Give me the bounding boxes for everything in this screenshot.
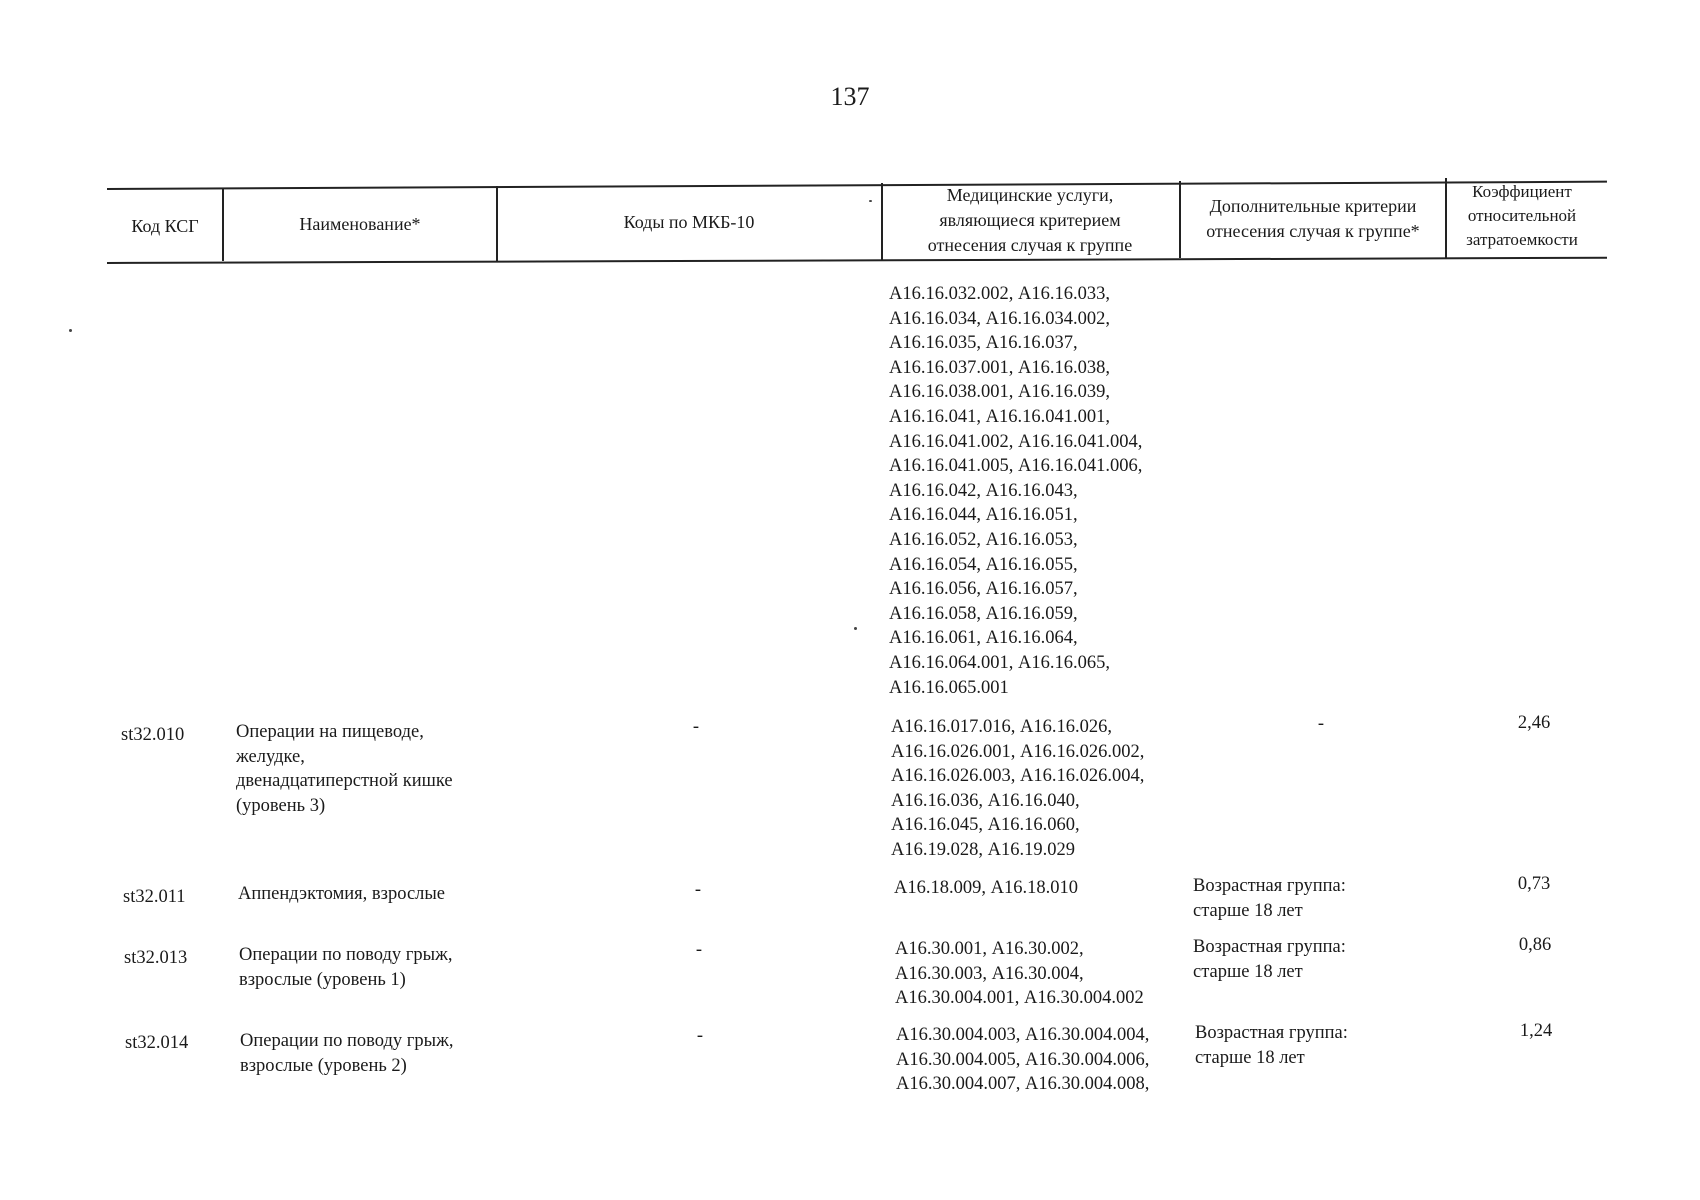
header-divider (496, 186, 498, 261)
row-services: А16.16.017.016, А16.16.026, А16.16.026.001, А16.16.026.002, А16.16.026.003, А16.16.026.004, А16.16.036, А16.16.040, А16.16.045, А16.16.060, А16.19.028, А16.19.029 (891, 717, 1145, 860)
row-name: Операции по поводу грыж, взрослые (уровень 2) (240, 1031, 454, 1076)
row-icd: - (695, 940, 703, 960)
header-icd: Коды по МКБ-10 (623, 211, 755, 232)
header-name: Наименование* (299, 213, 421, 234)
row-name: Операции на пищеводе, желудке, двенадцатиперстной кишке (уровень 3) (236, 722, 453, 816)
row-criteria: Возрастная группа: старше 18 лет (1193, 876, 1346, 921)
scan-speck (854, 627, 857, 630)
row-code: st32.011 (123, 887, 186, 907)
row-code: st32.010 (121, 725, 185, 745)
row-coef: 2,46 (1517, 713, 1551, 733)
row-criteria: Возрастная группа: старше 18 лет (1193, 937, 1346, 982)
row-criteria: - (1317, 714, 1325, 734)
row-code: st32.014 (125, 1033, 189, 1053)
row-coef: 0,73 (1517, 874, 1551, 894)
row-coef: 1,24 (1519, 1021, 1553, 1041)
row-icd: - (694, 880, 702, 900)
row-icd: - (696, 1026, 704, 1046)
scan-speck (869, 200, 872, 202)
row-criteria: Возрастная группа: старше 18 лет (1195, 1023, 1348, 1068)
row-services: А16.30.001, А16.30.002, А16.30.003, А16.30.004, А16.30.004.001, А16.30.004.002 (895, 939, 1144, 1009)
header-divider (222, 188, 224, 261)
header-coef: Коэффициент относительной затратоемкости (1466, 182, 1578, 249)
header-divider (1179, 181, 1181, 258)
row-name: Аппендэктомия, взрослые (238, 884, 446, 904)
continuation-services: А16.16.032.002, А16.16.033, А16.16.034, А16.16.034.002, А16.16.035, А16.16.037, А16.16.037.001, А16.16.038, А16.16.038.001, А16.16.039, А16.16.041, А16.16.041.001, А16.16.041.002, А16.16.041.004, А16.16.041.005, А16.16.041.006, А16.16.042, А16.16.043, А16.16.044, А16.16.051, А16.16.052, А16.16.053, А16.16.054, А16.16.055, А16.16.056, А16.16.057, А16.16.058, А16.16.059, А16.16.061, А16.16.064, А16.16.064.001, А16.16.065, А16.16.065.001 (889, 284, 1143, 698)
header-criteria: Дополнительные критерии отнесения случая к группе* (1206, 196, 1420, 241)
row-coef: 0,86 (1518, 935, 1552, 955)
header-divider (881, 183, 883, 260)
row-services: А16.30.004.003, А16.30.004.004, А16.30.004.005, А16.30.004.006, А16.30.004.007, А16.30.004.008, (896, 1025, 1150, 1095)
header-code: Код КСГ (131, 215, 199, 236)
page-number: 137 (830, 82, 870, 111)
scan-speck (69, 329, 72, 332)
row-services: А16.18.009, А16.18.010 (894, 878, 1078, 898)
row-code: st32.013 (124, 948, 188, 968)
row-name: Операции по поводу грыж, взрослые (уровень 1) (239, 945, 453, 990)
row-icd: - (692, 717, 700, 737)
header-services: Медицинские услуги, являющиеся критерием отнесения случая к группе (927, 184, 1133, 255)
